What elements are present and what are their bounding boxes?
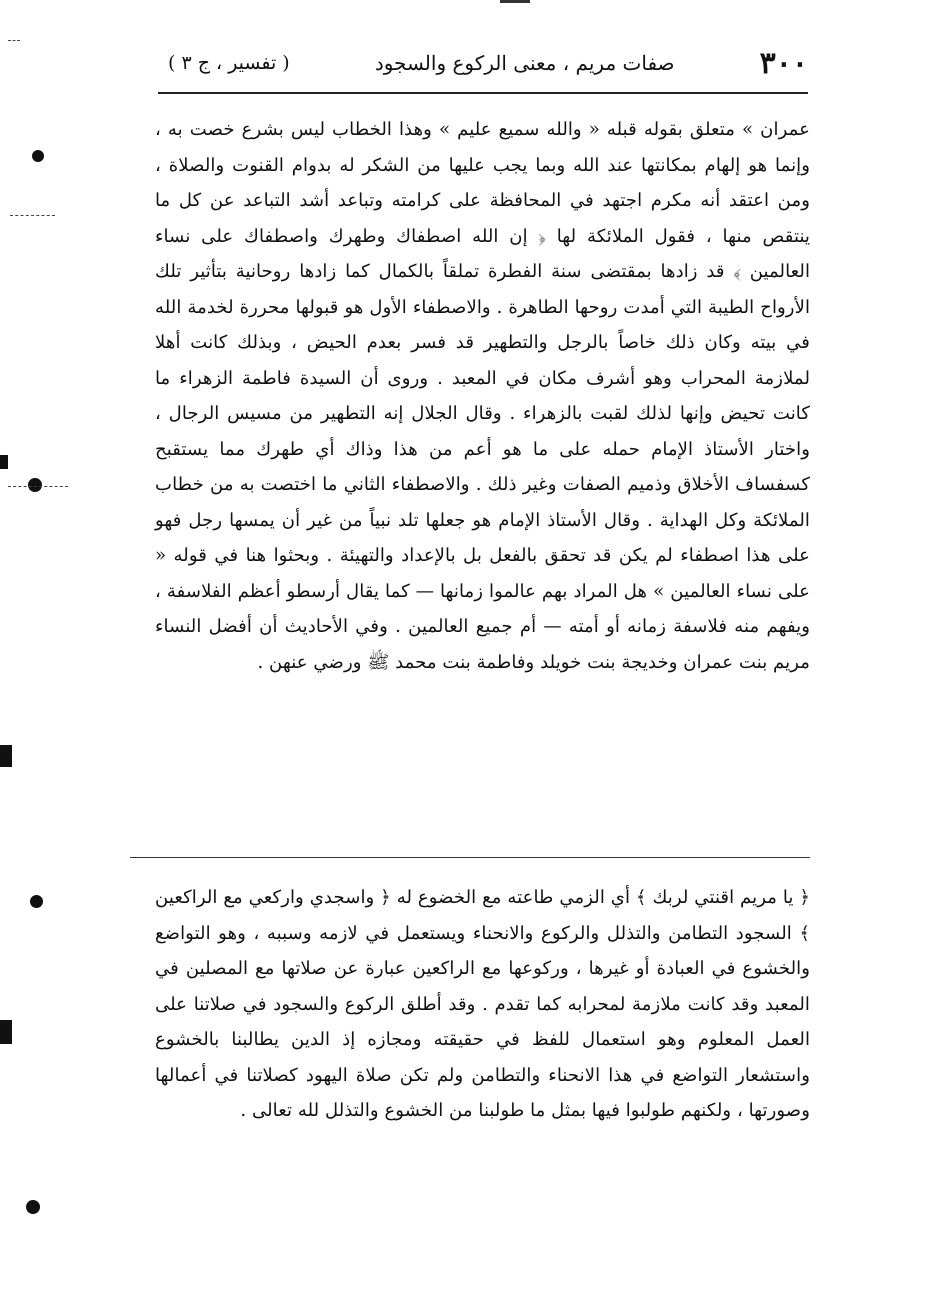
running-title: صفات مريم ، معنى الركوع والسجود <box>374 51 675 75</box>
edge-mark <box>0 745 12 767</box>
margin-tick <box>8 486 68 487</box>
page-number: ٣٠٠ <box>759 45 808 81</box>
top-edge-mark <box>500 0 530 3</box>
page-header <box>168 38 808 88</box>
margin-speck <box>32 150 44 162</box>
paragraph-2: ﴿ يا مريم اقنتي لربك ﴾ أي الزمي طاعته مع الخضوع له ﴿ واسجدي واركعي مع الراكعين ﴾ السجود التطامن والتذلل والركوع والانحناء ويستعمل في لازمه وسببه ، وهو التواضع والخشوع في العبادة أو غيرها ، وركوعها مع الراكعين عبارة عن صلاتها مع المصلين في المعبد وقد كانت ملازمة لمحرابه كما تقدم . وقد أطلق الركوع والسجود في صلاتنا على العمل المعلوم وهو استعمال للفظ في حقيقته ومجازه إذ الدين يطالبنا بالخشوع واستشعار التواضع في هذا الانحناء والتطامن ولم تكن صلاة اليهود كصلاتنا في أعمالها وصورتها ، ولكنهم طولبوا فيها بمثل ما طولبنا من الخشوع والتذلل لله تعالى . <box>155 887 810 1121</box>
book-reference: ( تفسير ، ج ٣ ) <box>168 52 290 74</box>
paragraph-1: عمران » متعلق بقوله قبله « والله سميع عليم » وهذا الخطاب ليس بشرع خصت به ، وإنما هو إلهام بمكانتها عند الله وبما يجب عليها من الشكر له بدوام القنوت والصلاة ، ومن اعتقد أنه مكرم اجتهد في المحافظة على كرامته وتباعد أشد التباعد عن كل ما ينتقص منها ، فقول الملائكة لها ﴿ إن الله اصطفاك وطهرك واصطفاك على نساء العالمين ﴾ قد زادها بمقتضى سنة الفطرة تملقاً بالكمال كما زادها روحانية بتأثير تلك الأرواح الطيبة التي أمدت روحها الطاهرة . والاصطفاء الأول هو قبولها محررة لخدمة الله في بيته وكان ذلك خاصاً بالرجل والتطهير قد فسر بعدم الحيض ، وبذلك كانت أهلا لملازمة المحراب وهو أشرف مكان في المعبد . وروى أن السيدة فاطمة الزهراء ما كانت تحيض وإنها لذلك لقبت بالزهراء . وقال الجلال إنه التطهير من مسيس الرجال ، واختار الأستاذ الإمام حمله على ما هو أعم من هذا وذاك أي طهرك مما يستقبح كسفساف الأخلاق وذميم الصفات وغير ذلك . والاصطفاء الثاني ما اختصت به من خطاب الملائكة وكل الهداية . وقال الأستاذ الإمام هو جعلها تلد نبياً من غير أن يمسها رجل فهو على هذا اصطفاء لم يكن قد تحقق بالفعل بل بالإعداد والتهيئة . وبحثوا هنا في قوله « على نساء العالمين » هل المراد بهم عالموا زمانها — كما يقال أرسطو أعظم الفلاسفة ، ويفهم منه فلاسفة زمانه أو أمته — أم جميع العالمين . وفي الأحاديث أن أفضل النساء مريم بنت عمران وخديجة بنت خويلد وفاطمة بنت محمد ﷺ ورضي عنهن . <box>155 119 810 673</box>
margin-speck <box>30 895 43 908</box>
margin-speck <box>28 478 42 492</box>
header-rule <box>158 92 808 94</box>
margin-tick <box>8 40 20 41</box>
edge-mark <box>0 455 8 469</box>
margin-speck <box>26 1200 40 1214</box>
margin-tick <box>10 215 55 216</box>
edge-mark <box>0 1020 12 1044</box>
section-divider-rule <box>130 857 810 858</box>
